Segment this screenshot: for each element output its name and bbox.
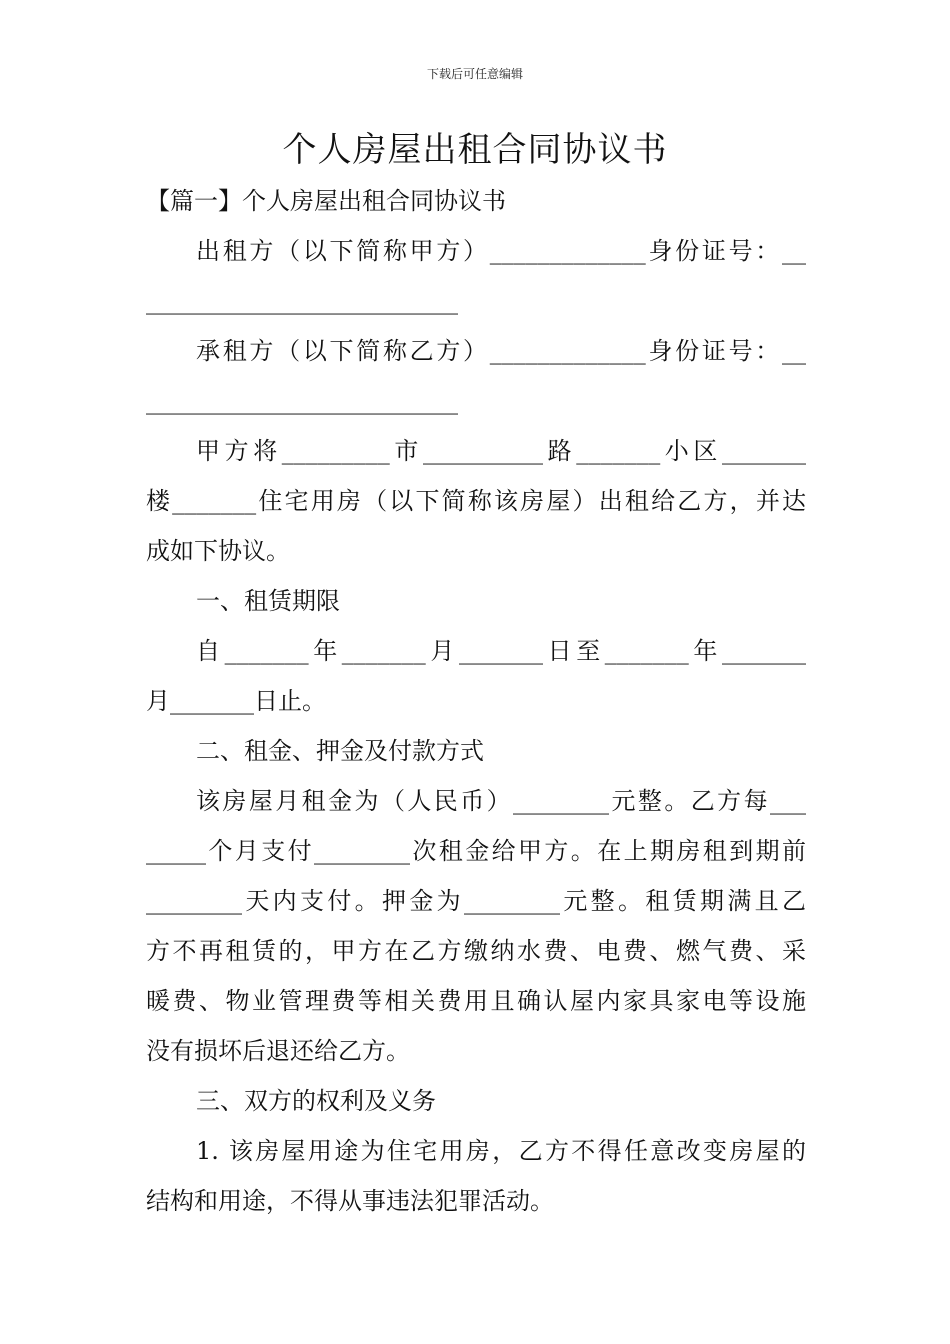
text-line: 出租方（以下简称甲方）_____________身份证号：__	[196, 237, 806, 265]
text-line: 暖费、物业管理费等相关费用且确认屋内家具家电等设施	[146, 987, 806, 1015]
text-line: ________天内支付。押金为________元整。租赁期满且乙	[146, 887, 806, 915]
text-line: 成如下协议。	[146, 537, 290, 565]
document-body	[146, 176, 806, 1226]
text-line: 三、双方的权利及义务	[196, 1087, 436, 1115]
text-line: 甲方将_________市__________路_______小区_______	[196, 437, 806, 465]
text-line: 一、租赁期限	[196, 587, 340, 615]
text-line: 方不再租赁的，甲方在乙方缴纳水费、电费、燃气费、采	[146, 937, 806, 965]
text-line: __________________________	[146, 387, 458, 415]
text-line: 月_______日止。	[146, 687, 326, 715]
text-line: 该房屋月租金为（人民币）________元整。乙方每___	[196, 787, 806, 815]
header-note: 下载后可任意编辑	[426, 67, 523, 81]
text-line: 自_______年_______月_______日至_______年_______	[196, 637, 806, 665]
text-line: 没有损坏后退还给乙方。	[146, 1037, 410, 1065]
text-line: __________________________	[146, 287, 458, 315]
text-line: 承租方（以下简称乙方）_____________身份证号：__	[196, 337, 806, 365]
text-line: 结构和用途，不得从事违法犯罪活动。	[146, 1187, 554, 1215]
text-line: 1. 该房屋用途为住宅用房，乙方不得任意改变房屋的	[196, 1137, 806, 1165]
text-line: _____个月支付________次租金给甲方。在上期房租到期前	[146, 837, 806, 865]
text-line: 二、租金、押金及付款方式	[196, 737, 484, 765]
text-line: 【篇一】个人房屋出租合同协议书	[146, 187, 506, 215]
document-title: 个人房屋出租合同协议书	[282, 130, 668, 170]
text-line: 楼_______住宅用房（以下简称该房屋）出租给乙方，并达	[146, 487, 806, 515]
